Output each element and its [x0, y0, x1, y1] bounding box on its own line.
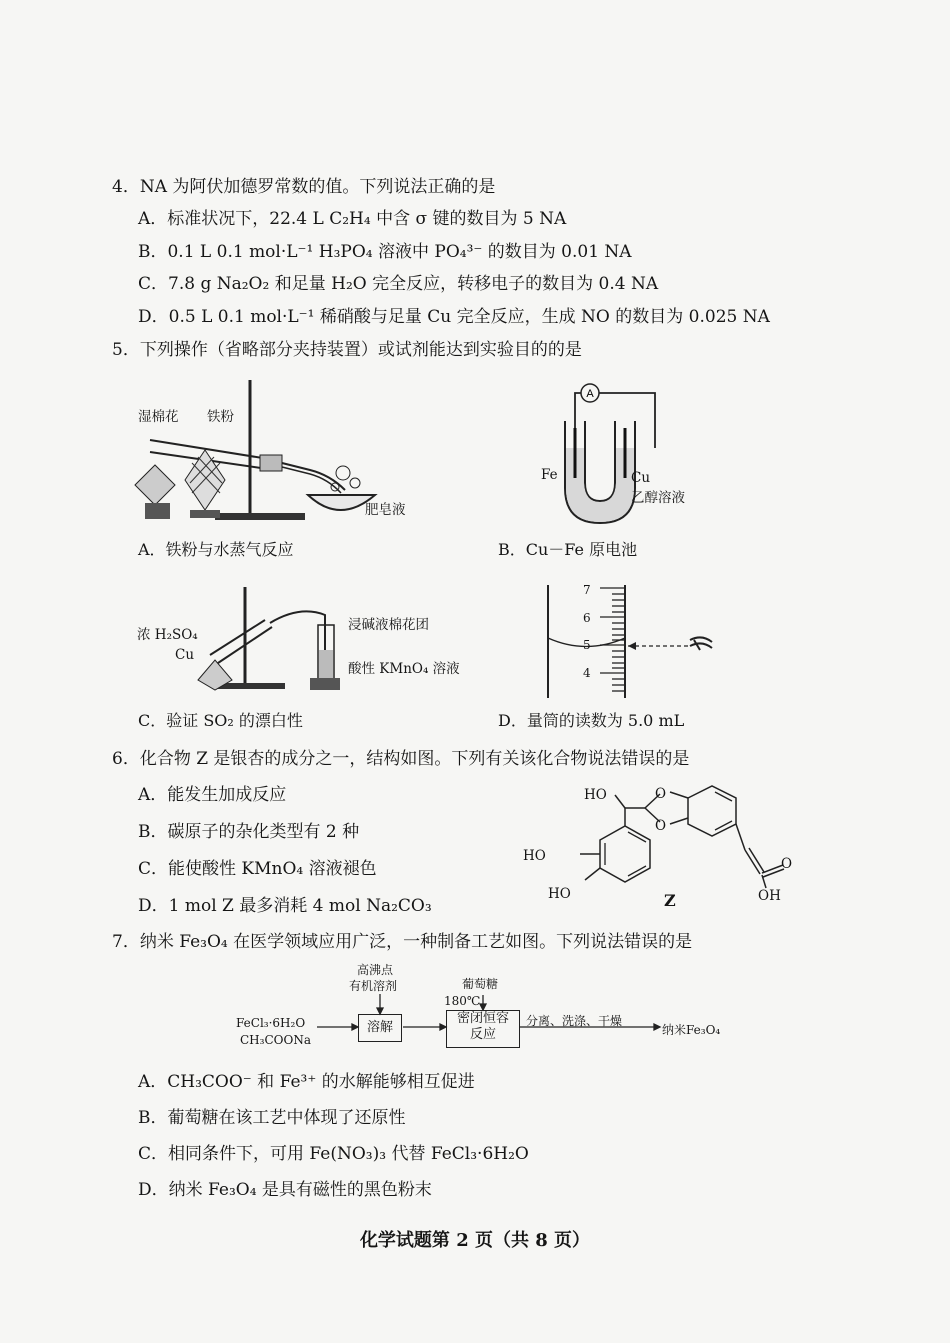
z-o2: O	[655, 818, 667, 834]
flow-glucose-label: 葡萄糖	[462, 977, 499, 991]
fig-a-wet-cotton-label: 湿棉花	[138, 409, 179, 425]
figure-b-apparatus	[535, 383, 685, 528]
fig-a-soap-label: 肥皂液	[365, 502, 406, 518]
flow-solvent-line1: 高沸点	[357, 963, 394, 977]
fig-b-caption: B．Cu－Fe 原电池	[498, 540, 638, 559]
q4-option-d: D．0.5 L 0.1 mol·L⁻¹ 稀硝酸与足量 Cu 完全反应，生成 NO 的数目为 0.025 NA	[138, 307, 770, 327]
fig-d-tick-7: 7	[583, 583, 591, 597]
q4-option-b: B．0.1 L 0.1 mol·L⁻¹ H₃PO₄ 溶液中 PO₄³⁻ 的数目为 0.01 NA	[138, 242, 632, 262]
q7-option-c: C．相同条件下，可用 Fe(NO₃)₃ 代替 FeCl₃·6H₂O	[138, 1144, 529, 1164]
flow-reactant-1: FeCl₃·6H₂O	[236, 1016, 306, 1030]
fig-c-caption: C．验证 SO₂ 的漂白性	[138, 711, 303, 730]
fig-b-fe-label: Fe	[541, 467, 558, 483]
fig-b-cu-label: Cu	[631, 470, 651, 486]
flow-step-dissolve: 溶解	[358, 1014, 402, 1042]
fig-c-kmno4-label: 酸性 KMnO₄ 溶液	[348, 661, 460, 677]
flow-step-reaction-line1: 密闭恒容	[456, 1011, 509, 1026]
z-ho-top: HO	[584, 787, 607, 803]
flow-temperature: 180℃	[444, 994, 481, 1008]
q4-stem: 4．NA 为阿伏加德罗常数的值。下列说法正确的是	[112, 177, 496, 197]
fig-c-cotton-label: 浸碱液棉花团	[348, 617, 429, 633]
z-o-carbonyl: O	[781, 856, 793, 872]
q7-option-d: D．纳米 Fe₃O₄ 是具有磁性的黑色粉末	[138, 1180, 432, 1200]
figure-d-cylinder	[540, 580, 730, 700]
flow-product: 纳米Fe₃O₄	[662, 1023, 721, 1037]
q4-option-a: A．标准状况下，22.4 L C₂H₄ 中含 σ 键的数目为 5 NA	[138, 209, 567, 229]
z-ho-mid: HO	[523, 848, 546, 864]
z-oh: OH	[758, 888, 781, 904]
flow-arrows	[300, 990, 670, 1040]
q6-stem: 6．化合物 Z 是银杏的成分之一，结构如图。下列有关该化合物说法错误的是	[112, 749, 690, 769]
q7-option-a: A．CH₃COO⁻ 和 Fe³⁺ 的水解能够相互促进	[138, 1072, 475, 1092]
fig-b-solution-label: 乙醇溶液	[631, 490, 685, 506]
fig-a-caption: A．铁粉与水蒸气反应	[138, 540, 294, 559]
flow-solvent-line2: 有机溶剂	[349, 979, 398, 993]
flow-reactant-2: CH₃COONa	[240, 1033, 311, 1047]
q7-option-b: B．葡萄糖在该工艺中体现了还原性	[138, 1108, 406, 1128]
flow-step-reaction-line2: 反应	[469, 1027, 496, 1042]
q6-option-a: A．能发生加成反应	[138, 785, 287, 805]
svg-text:A: A	[586, 388, 594, 400]
fig-a-iron-label: 铁粉	[207, 409, 234, 425]
q6-option-d: D．1 mol Z 最多消耗 4 mol Na₂CO₃	[138, 896, 432, 916]
fig-d-tick-4: 4	[583, 666, 591, 680]
fig-c-acid-label: 浓 H₂SO₄	[137, 627, 198, 643]
fig-d-tick-6: 6	[583, 611, 591, 625]
z-ho-bottom: HO	[548, 886, 571, 902]
fig-d-tick-5: 5	[583, 638, 591, 652]
fig-d-caption: D．量筒的读数为 5.0 mL	[498, 711, 685, 730]
q6-option-c: C．能使酸性 KMnO₄ 溶液褪色	[138, 859, 377, 879]
q7-stem: 7．纳米 Fe₃O₄ 在医学领域应用广泛，一种制备工艺如图。下列说法错误的是	[112, 932, 693, 952]
figure-c-apparatus	[180, 585, 350, 695]
q6-option-b: B．碳原子的杂化类型有 2 种	[138, 822, 360, 842]
z-name: Z	[664, 891, 676, 910]
q5-stem: 5．下列操作（省略部分夹持装置）或试剂能达到实验目的的是	[112, 340, 582, 360]
fig-c-cu-label: Cu	[175, 647, 195, 663]
page-footer: 化学试题第 2 页（共 8 页）	[359, 1230, 591, 1251]
q4-option-c: C．7.8 g Na₂O₂ 和足量 H₂O 完全反应，转移电子的数目为 0.4 NA	[138, 274, 659, 294]
z-o1: O	[655, 786, 667, 802]
flow-step-separate: 分离、洗涤、干燥	[526, 1014, 623, 1028]
